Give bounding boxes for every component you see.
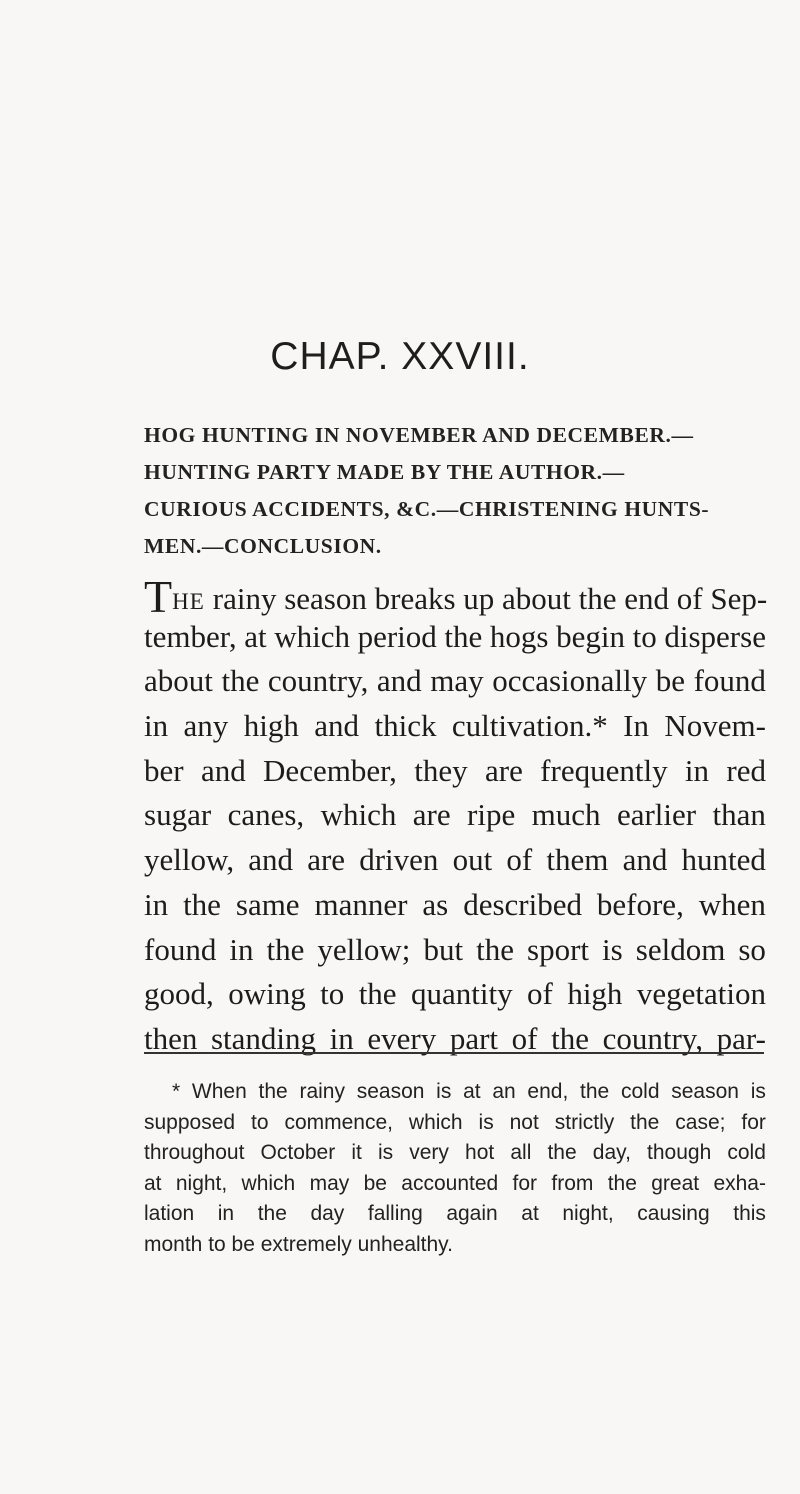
body-text-word: seldom	[635, 931, 726, 967]
footnote-text-word: When	[191, 1080, 247, 1103]
body-text-word: before,	[596, 886, 684, 922]
footnote-text-word: at	[144, 1171, 162, 1195]
body-text-word: occasionally	[492, 663, 648, 699]
opening-words	[144, 571, 768, 622]
body-text-word: are	[412, 797, 451, 833]
footnote-text-word: this	[733, 1202, 766, 1226]
body-text-word: owing	[228, 976, 306, 1012]
footnote-text-word: though	[647, 1141, 712, 1165]
footnote-text-word: the	[607, 1171, 637, 1195]
body-text-word: high	[567, 976, 623, 1012]
synopsis-text: MEN.—CONCLUSION.	[144, 534, 382, 558]
body-text-word: the	[476, 931, 514, 967]
footnote-text-word: the	[547, 1141, 577, 1165]
synopsis-text: HUNTING PARTY MADE BY THE AUTHOR.—	[144, 460, 625, 484]
body-text-word: hogs	[489, 618, 549, 654]
body-text-word: which	[274, 618, 350, 654]
body-text-word: par-	[716, 1020, 766, 1056]
body-text-word: in	[144, 886, 169, 922]
footnote-text-word: season	[356, 1080, 425, 1103]
footnote-divider	[144, 1052, 764, 1054]
synopsis-line	[144, 423, 754, 460]
synopsis-line	[144, 460, 754, 497]
body-text-word: of	[527, 976, 553, 1012]
footnote-text-word: October	[260, 1141, 336, 1165]
body-line	[144, 976, 766, 1021]
body-text-word: the	[266, 931, 305, 967]
body-text-word: which	[320, 797, 397, 833]
body-text-word: described	[463, 886, 582, 922]
body-text-word: ripe	[467, 797, 516, 833]
body-line	[144, 887, 766, 932]
body-text-word: and	[376, 663, 422, 699]
body-text-word: canes,	[227, 797, 305, 833]
body-text-word: as	[422, 886, 449, 922]
footnote-text-word: the	[258, 1080, 288, 1103]
body-text-word: thick	[374, 708, 437, 744]
body-text-word: good,	[144, 976, 214, 1012]
body-text: rainy season breaks up about the end of Sep-	[212, 581, 768, 616]
body-text-word: in	[329, 1020, 354, 1056]
body-text-word: frequently	[540, 752, 668, 788]
footnote-text-word: may	[309, 1171, 350, 1195]
body-text-word: at	[244, 618, 267, 654]
footnote-line	[144, 1202, 766, 1233]
footnote-text-word: is	[750, 1080, 766, 1103]
footnote-text-word: it	[351, 1141, 362, 1165]
footnote-text-word: cold	[727, 1141, 766, 1165]
footnote-text-word: great	[651, 1171, 700, 1195]
chapter-synopsis	[144, 423, 754, 571]
body-text-word: every	[367, 1020, 437, 1056]
body-line	[144, 663, 766, 708]
body-text-word: hunted	[681, 842, 766, 878]
footnote-text-word: supposed	[144, 1110, 236, 1134]
body-text-word: sport	[527, 931, 590, 967]
body-text-word: vegetation	[636, 976, 766, 1012]
body-text-word: any	[183, 708, 229, 744]
body-text-word: be	[655, 663, 686, 699]
body-text-word: much	[531, 797, 601, 833]
chapter-title: CHAP. XXVIII.	[270, 335, 530, 378]
body-line	[144, 708, 766, 753]
footnote	[144, 1080, 766, 1264]
footnote-text-word: falling	[367, 1202, 423, 1226]
body-text-word: in	[144, 708, 169, 744]
footnote-text-word: at	[463, 1080, 481, 1103]
footnote-line	[144, 1111, 766, 1142]
body-line	[144, 842, 766, 887]
body-text-word: and	[622, 842, 668, 878]
body-text-word: in	[684, 752, 710, 788]
footnote-text-word: causing	[637, 1202, 710, 1226]
footnote-text-word: the	[257, 1202, 287, 1226]
body-text-word: country,	[267, 663, 369, 699]
body-text-word: in	[229, 931, 254, 967]
footnote-text-word: which	[241, 1171, 296, 1195]
body-text-word: than	[712, 797, 766, 833]
footnote-text-word: for	[512, 1171, 538, 1195]
footnote-text-word: strictly	[554, 1110, 615, 1134]
footnote-text-word: is	[478, 1110, 494, 1134]
synopsis-text: HOG HUNTING IN NOVEMBER AND DECEMBER.—	[144, 423, 694, 447]
body-line	[144, 932, 766, 977]
body-text-word: the	[444, 618, 483, 654]
body-text-word: are	[484, 752, 523, 788]
footnote-text-word: from	[551, 1171, 594, 1195]
body-text-word: the	[183, 886, 221, 922]
footnote-text-word: very	[409, 1141, 449, 1165]
body-text-word: tember,	[144, 618, 237, 654]
footnote-line	[144, 1080, 766, 1111]
footnote-text-word: lation	[144, 1202, 195, 1226]
footnote-text: month to be extremely unhealthy.	[144, 1232, 453, 1256]
body-text-word: when	[698, 886, 766, 922]
footnote-line	[144, 1172, 766, 1203]
synopsis-line	[144, 534, 754, 571]
footnote-text-word: end,	[527, 1080, 569, 1103]
body-text-word: to	[632, 618, 657, 654]
body-text-word: to	[320, 976, 345, 1012]
body-text-word: ber	[144, 752, 184, 788]
body-text-word: manner	[314, 886, 408, 922]
footnote-text-word: again	[446, 1202, 498, 1226]
body-text-word: quantity	[411, 976, 513, 1012]
body-text-word: part	[449, 1020, 499, 1056]
footnote-line	[144, 1141, 766, 1172]
body-text-word: so	[738, 931, 766, 967]
drop-cap: T	[144, 571, 173, 622]
footnote-text-word: commence,	[284, 1110, 393, 1134]
footnote-text-word: for	[741, 1110, 766, 1134]
body-text-word: them	[546, 842, 609, 878]
body-text-word: and	[200, 752, 246, 788]
small-caps-word: HE	[172, 589, 205, 614]
footnote-text-word: day	[310, 1202, 345, 1226]
body-text-word: of	[511, 1020, 538, 1056]
body-text-word: standing	[210, 1020, 317, 1056]
body-text-word: of	[506, 842, 533, 878]
body-paragraph	[144, 571, 768, 1066]
footnote-text-word: night,	[562, 1202, 614, 1226]
body-text-word: begin	[556, 618, 625, 654]
footnote-text-word: *	[172, 1080, 181, 1103]
footnote-text-word: night,	[175, 1171, 228, 1195]
body-text-word: found	[693, 663, 766, 699]
footnote-text-word: is	[436, 1080, 452, 1103]
body-text-word: they	[414, 752, 468, 788]
body-text-word: high	[243, 708, 299, 744]
footnote-text-word: throughout	[144, 1141, 245, 1165]
footnote-text-word: be	[363, 1171, 387, 1195]
footnote-text-word: day,	[592, 1141, 631, 1165]
body-text-word: but	[423, 931, 464, 967]
body-text-word: driven	[359, 842, 439, 878]
body-text-word: earlier	[616, 797, 697, 833]
body-text-word: Novem-	[664, 708, 766, 744]
footnote-text-word: all	[510, 1141, 532, 1165]
synopsis-text: CURIOUS ACCIDENTS, &C.—CHRISTENING HUNTS-	[144, 497, 710, 521]
body-line	[144, 1021, 766, 1066]
body-line	[144, 619, 766, 664]
body-line	[144, 571, 768, 622]
body-text-word: then	[144, 1020, 198, 1056]
body-text-word: red	[726, 752, 766, 788]
footnote-text-word: an	[492, 1080, 516, 1103]
body-text-word: December,	[263, 752, 397, 788]
footnote-text-word: exha-	[713, 1171, 766, 1195]
footnote-text-word: which	[408, 1110, 463, 1134]
body-text-word: yellow,	[144, 842, 235, 878]
footnote-text-word: the	[630, 1110, 660, 1134]
body-text-word: In	[623, 708, 649, 744]
footnote-text-word: the	[580, 1080, 610, 1103]
body-text-word: is	[602, 931, 623, 967]
footnote-line	[144, 1233, 766, 1264]
body-text-word: found	[144, 931, 217, 967]
footnote-text-word: hot	[465, 1141, 495, 1165]
body-line	[144, 797, 766, 842]
footnote-text-word: to	[251, 1110, 269, 1134]
body-text-word: and	[248, 842, 294, 878]
body-text-word: disperse	[664, 618, 766, 654]
body-text-word: out	[452, 842, 493, 878]
body-text-word: the	[221, 663, 260, 699]
body-line	[144, 753, 766, 798]
body-text-word: cultivation.*	[451, 708, 608, 744]
footnote-text-word: in	[217, 1202, 235, 1226]
footnote-text-word: not	[509, 1110, 539, 1134]
body-text-word: the	[358, 976, 397, 1012]
footnote-text-word: rainy	[299, 1080, 345, 1103]
footnote-text-word: case;	[675, 1110, 726, 1134]
body-text-word: same	[235, 886, 300, 922]
body-text-word: and	[314, 708, 360, 744]
footnote-text-word: is	[377, 1141, 394, 1165]
footnote-text-word: season	[671, 1080, 739, 1103]
body-text-word: country,	[602, 1020, 704, 1056]
synopsis-line	[144, 497, 754, 534]
body-text-word: the	[551, 1020, 589, 1056]
body-text-word: may	[430, 663, 484, 699]
body-text-word: sugar	[144, 797, 212, 833]
footnote-text-word: at	[521, 1202, 539, 1226]
body-text-word: about	[144, 663, 213, 699]
body-text-word: are	[307, 842, 346, 878]
footnote-text-word: cold	[620, 1080, 660, 1103]
footnote-text-word: accounted	[401, 1171, 499, 1195]
body-text-word: period	[357, 618, 437, 654]
body-text-word: yellow;	[317, 931, 411, 967]
